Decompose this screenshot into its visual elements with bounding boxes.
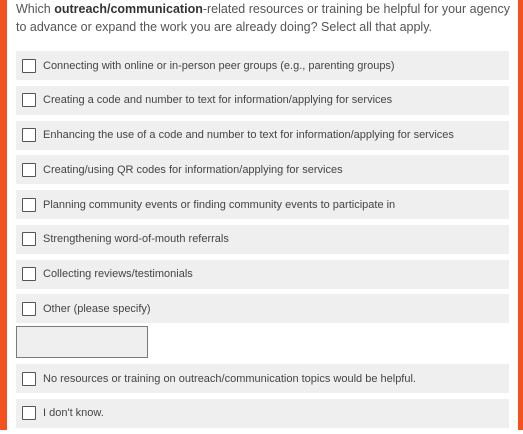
right-accent-bar	[518, 0, 523, 430]
option-label: Other (please specify)	[43, 302, 151, 315]
option-label: Strengthening word-of-mouth referrals	[43, 233, 229, 246]
question-emphasis: outreach/communication	[54, 2, 203, 16]
question-prefix: Which	[16, 2, 55, 16]
question-text	[16, 0, 516, 36]
option-label: Connecting with online or in-person peer groups (e.g., parenting groups)	[43, 59, 395, 72]
option-label: Planning community events or finding community events to participate in	[43, 198, 396, 211]
option-qr-codes[interactable]	[16, 155, 509, 184]
option-label: No resources or training on outreach/communication topics would be helpful.	[43, 372, 416, 385]
option-peer-groups[interactable]	[16, 51, 509, 80]
checkbox[interactable]	[22, 232, 36, 246]
option-enhance-text-code[interactable]	[16, 121, 509, 150]
option-label: Enhancing the use of a code and number to text for information/applying for services	[43, 129, 454, 141]
option-create-text-code[interactable]	[16, 86, 509, 115]
option-word-of-mouth[interactable]	[16, 225, 509, 254]
option-community-events[interactable]	[16, 190, 509, 219]
checkbox[interactable]	[22, 198, 36, 212]
option-none-helpful[interactable]	[16, 364, 509, 393]
checkbox[interactable]	[22, 406, 36, 420]
option-label: Creating a code and number to text for information/applying for services	[43, 94, 393, 107]
option-label: Collecting reviews/testimonials	[43, 268, 193, 280]
checkbox[interactable]	[22, 302, 36, 316]
checkbox[interactable]	[22, 163, 36, 177]
option-label: I don't know.	[43, 407, 104, 420]
checkbox[interactable]	[22, 128, 36, 142]
options-list	[16, 51, 509, 329]
option-other[interactable]	[16, 294, 509, 323]
checkbox[interactable]	[22, 372, 36, 386]
option-reviews[interactable]	[16, 260, 509, 289]
options-list-bottom	[16, 364, 509, 434]
option-dont-know[interactable]	[16, 399, 509, 428]
checkbox[interactable]	[22, 267, 36, 281]
other-specify-input[interactable]	[16, 326, 148, 358]
option-label: Creating/using QR codes for information/applying for services	[43, 163, 343, 176]
question-suffix: -related resources or training be helpful for your agency to advance or expand the work you are already doing? Select all that apply.	[16, 2, 510, 34]
left-accent-bar	[0, 0, 7, 430]
checkbox[interactable]	[22, 93, 36, 107]
checkbox[interactable]	[22, 59, 36, 73]
